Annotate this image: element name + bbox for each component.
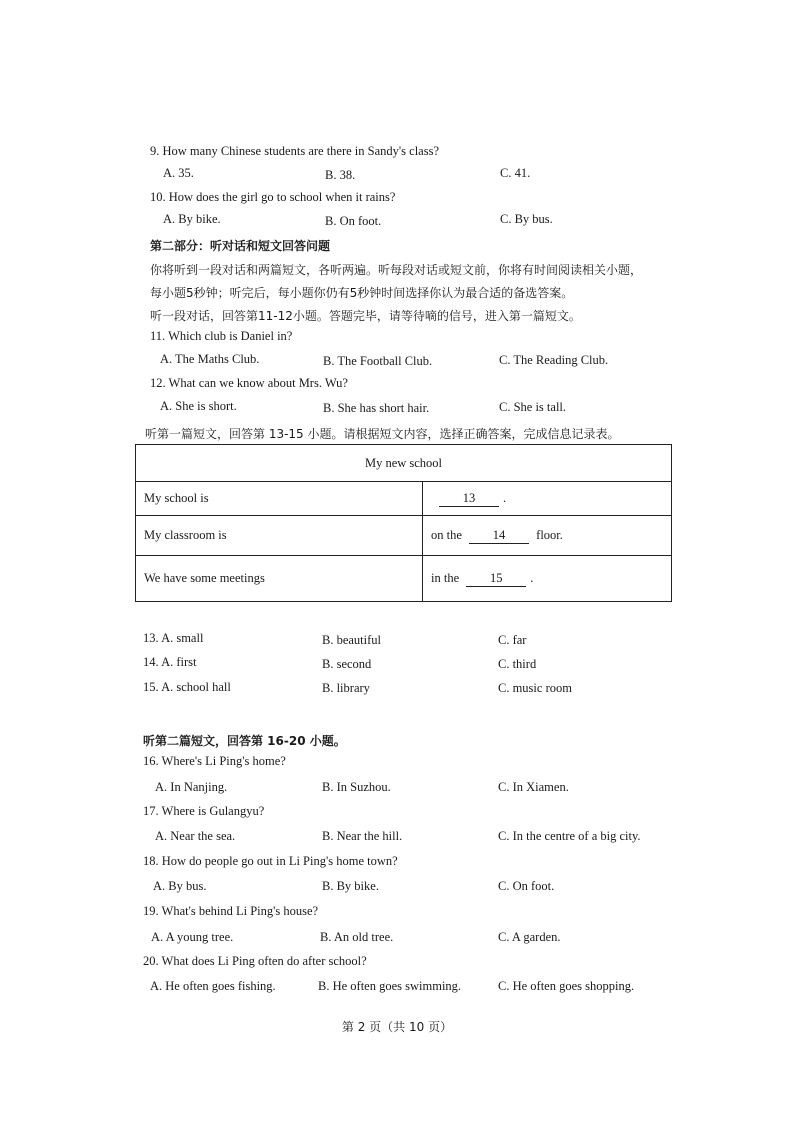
table-row [136, 556, 672, 602]
row-label: My classroom is [136, 516, 423, 556]
option-c: C. On foot. [498, 879, 555, 893]
option-b: B. By bike. [322, 879, 379, 893]
question-17 [143, 804, 264, 819]
question-number: 11. [150, 329, 166, 343]
part2-heading: 第二部分：听对话和短文回答问题 [150, 239, 331, 253]
question-text: Which club is Daniel in? [168, 329, 293, 343]
option-c: C. He often goes shopping. [498, 979, 635, 993]
passage1-intro: 听第一篇短文，回答第 13-15 小题。请根据短文内容，选择正确答案，完成信息记录表。 [145, 427, 620, 441]
question-number: 18. [143, 854, 159, 868]
option-b: B. beautiful [322, 633, 382, 647]
option-b: B. He often goes swimming. [318, 979, 462, 993]
option-a: A. small [161, 631, 204, 645]
row-label: My school is [136, 482, 423, 516]
question-number: 9. [150, 144, 160, 158]
question-number: 20. [143, 954, 159, 968]
option-b: B. On foot. [325, 214, 382, 228]
option-c: C. In Xiamen. [498, 780, 569, 794]
table-title-row [136, 445, 672, 482]
option-b: B. Near the hill. [322, 829, 403, 843]
option-c: C. third [498, 657, 537, 671]
option-c: C. A garden. [498, 930, 561, 944]
option-a: A. A young tree. [151, 930, 234, 944]
option-c: C. In the centre of a big city. [498, 829, 641, 843]
question-19 [143, 904, 318, 919]
option-c: C. By bus. [500, 212, 553, 226]
option-a: A. She is short. [160, 399, 237, 413]
part2-instructions-2: 每小题5秒钟；听完后，每小题你仍有5秒钟时间选择你认为最合适的备选答案。 [150, 286, 574, 300]
question-number: 14. [143, 655, 159, 669]
option-a: A. Near the sea. [155, 829, 236, 843]
option-a: A. In Nanjing. [155, 780, 228, 794]
question-text: Where's Li Ping's home? [161, 754, 286, 768]
option-b: B. In Suzhou. [322, 780, 391, 794]
option-a: A. first [161, 655, 197, 669]
row-label: We have some meetings [136, 556, 423, 602]
option-a: A. 35. [163, 166, 194, 180]
question-number: 15. [143, 680, 159, 694]
option-a: A. The Maths Club. [160, 352, 260, 366]
option-c: C. far [498, 633, 527, 647]
question-number: 12. [150, 376, 166, 390]
answer-blank-13[interactable]: 13 [439, 491, 499, 507]
option-c: C. music room [498, 681, 572, 695]
answer-blank-15[interactable]: 15 [466, 571, 526, 587]
option-b: B. library [322, 681, 370, 695]
option-b: B. second [322, 657, 372, 671]
answer-blank-14[interactable]: 14 [469, 528, 529, 544]
question-9 [150, 144, 439, 159]
table-row [136, 516, 672, 556]
part2-instructions-1: 你将听到一段对话和两篇短文，各听两遍。听每段对话或短文前，你将有时间阅读相关小题， [150, 263, 643, 277]
option-a: A. By bike. [163, 212, 221, 226]
row-value: in the 15 . [423, 556, 672, 602]
dialogue-intro: 听一段对话，回答第11-12小题。答题完毕，请等待嘀的信号，进入第一篇短文。 [150, 309, 581, 323]
question-text: How does the girl go to school when it rains? [168, 190, 396, 204]
page-footer: 第 2 页（共 10 页） [341, 1020, 453, 1034]
option-a: A. school hall [161, 680, 231, 694]
option-b: B. She has short hair. [323, 401, 430, 415]
table-title: My new school [136, 445, 672, 482]
question-10 [150, 190, 395, 205]
question-12 [150, 376, 348, 391]
question-number: 16. [143, 754, 159, 768]
question-text: What can we know about Mrs. Wu? [168, 376, 348, 390]
row-value: on the 14 floor. [423, 516, 672, 556]
question-text: What's behind Li Ping's house? [161, 904, 319, 918]
question-text: Where is Gulangyu? [161, 804, 265, 818]
option-c: C. The Reading Club. [499, 353, 609, 367]
option-b: B. An old tree. [320, 930, 394, 944]
option-c: C. 41. [500, 166, 531, 180]
question-number: 10. [150, 190, 166, 204]
question-number: 19. [143, 904, 159, 918]
question-text: How do people go out in Li Ping's home town? [161, 854, 398, 868]
option-a: A. He often goes fishing. [150, 979, 276, 993]
info-record-table [135, 444, 672, 602]
option-a: A. By bus. [153, 879, 207, 893]
question-13 [143, 631, 203, 646]
option-c: C. She is tall. [499, 400, 567, 414]
question-16 [143, 754, 286, 769]
question-number: 13. [143, 631, 159, 645]
question-15 [143, 680, 231, 695]
row-value: 13 . [423, 482, 672, 516]
question-number: 17. [143, 804, 159, 818]
option-b: B. The Football Club. [323, 354, 433, 368]
question-11 [150, 329, 292, 344]
option-b: B. 38. [325, 168, 356, 182]
question-text: What does Li Ping often do after school? [161, 954, 367, 968]
question-14 [143, 655, 196, 670]
question-20 [143, 954, 367, 969]
question-text: How many Chinese students are there in Sandy's class? [162, 144, 439, 158]
table-row [136, 482, 672, 516]
question-18 [143, 854, 398, 869]
passage2-intro: 听第二篇短文，回答第 16-20 小题。 [143, 734, 346, 748]
